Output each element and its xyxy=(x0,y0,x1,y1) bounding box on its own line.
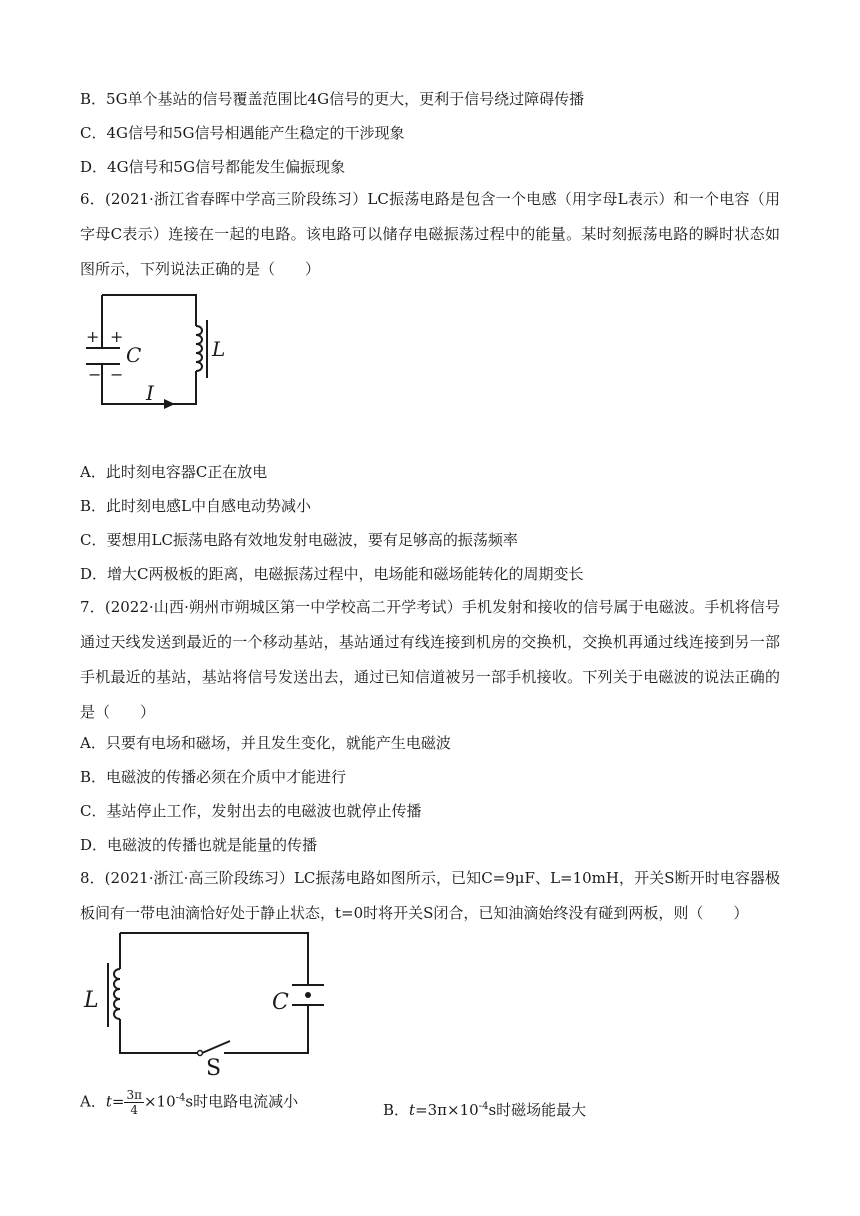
q6-current-arrow xyxy=(164,399,175,409)
q6-stem: 6．(2021·浙江省春晖中学高三阶段练习）LC振荡电路是包含一个电感（用字母L表示）和一个电容（用字母C表示）连接在一起的电路。该电路可以储存电磁振荡过程中的能量。某时刻振荡电路的瞬时状态如图所示，下列说法正确的是（ ） xyxy=(80,190,780,278)
q6-option-a: A．此时刻电容器C正在放电 xyxy=(80,463,268,481)
q8-option-a xyxy=(80,1088,298,1117)
q6-minus-right: − xyxy=(110,365,124,384)
q8-option-b xyxy=(383,1099,586,1120)
q5-option-c: C．4G信号和5G信号相遇能产生稳定的干涉现象 xyxy=(80,124,405,142)
q8-option-a-numerator: 3π xyxy=(126,1088,142,1102)
q6-current-label: I xyxy=(146,381,154,405)
q7-option-b: B．电磁波的传播必须在介质中才能进行 xyxy=(80,768,347,786)
q8-option-a-tail: s时电路电流减小 xyxy=(185,1092,299,1111)
q8-wire-top xyxy=(120,933,308,985)
q5-option-b: B．5G单个基站的信号覆盖范围比4G信号的更大，更利于信号绕过障碍传播 xyxy=(80,90,585,108)
q8-option-b-prefix: B． xyxy=(383,1101,410,1119)
q8-switch-pivot xyxy=(198,1051,203,1056)
q8-circuit-figure xyxy=(80,925,340,1081)
q6-inductor-label: L xyxy=(212,337,226,361)
q8-inductor-coil xyxy=(114,969,120,1019)
q8-option-b-tail: s时磁场能最大 xyxy=(488,1101,587,1119)
q8-switch-lever xyxy=(202,1041,230,1053)
q8-inductor-label: L xyxy=(84,988,99,1013)
q6-minus-left: − xyxy=(88,365,102,384)
q8-option-b-exp: -4 xyxy=(478,1101,489,1112)
q8-option-b-t: t xyxy=(409,1101,416,1119)
q6-inductor-coil xyxy=(196,326,202,371)
q8-option-a-eq: = xyxy=(111,1092,125,1111)
q8-option-a-rest: ×10 xyxy=(143,1092,176,1111)
q7-option-d: D．电磁波的传播也就是能量的传播 xyxy=(80,836,318,854)
q7-stem: 7．(2022·山西·朔州市朔城区第一中学校高二开学考试）手机发射和接收的信号属于电磁波。手机将信号通过天线发送到最近的一个移动基站，基站通过有线连接到机房的交换机，交换机再通过线连接到另一部手机最近的基站，基站将信号发送出去，通过已知信道被另一部手机接收。下列关于电磁波的说法正确的是（ ） xyxy=(80,598,780,721)
q7-option-a: A．只要有电场和磁场，并且发生变化，就能产生电磁波 xyxy=(80,734,451,752)
q8-option-a-prefix: A． xyxy=(80,1092,106,1111)
q6-circuit-figure xyxy=(80,290,230,410)
q8-option-a-t: t xyxy=(105,1092,112,1111)
q8-wire-right-bottom xyxy=(224,1005,308,1053)
q8-oil-drop xyxy=(305,992,311,998)
q6-option-d: D．增大C两极板的距离，电磁振荡过程中，电场能和磁场能转化的周期变长 xyxy=(80,565,584,583)
q8-option-a-denominator: 4 xyxy=(130,1103,139,1117)
q6-option-c: C．要想用LC振荡电路有效地发射电磁波，要有足够高的振荡频率 xyxy=(80,531,518,549)
q5-option-d: D．4G信号和5G信号都能发生偏振现象 xyxy=(80,158,346,176)
q6-capacitor-label: C xyxy=(126,343,142,367)
q8-option-b-rest: =3π×10 xyxy=(415,1101,479,1119)
q6-option-b: B．此时刻电感L中自感电动势减小 xyxy=(80,497,311,515)
q8-capacitor-label: C xyxy=(272,990,289,1015)
q6-wire-top xyxy=(102,295,196,326)
q8-option-a-exp: -4 xyxy=(175,1092,186,1104)
q6-plus-right: + xyxy=(110,327,124,346)
q7-option-c: C．基站停止工作，发射出去的电磁波也就停止传播 xyxy=(80,802,422,820)
q8-switch-label: S xyxy=(206,1056,222,1081)
q8-option-a-fraction xyxy=(124,1088,144,1117)
q8-stem: 8．(2021·浙江·高三阶段练习）LC振荡电路如图所示，已知C=9μF、L=10mH，开关S断开时电容器极板间有一带电油滴恰好处于静止状态，t=0时将开关S闭合，已知油滴始终没有碰到两板，则（ ） xyxy=(80,869,780,922)
q8-wire-left-bottom xyxy=(120,1019,200,1053)
q6-plus-left: + xyxy=(86,327,100,346)
